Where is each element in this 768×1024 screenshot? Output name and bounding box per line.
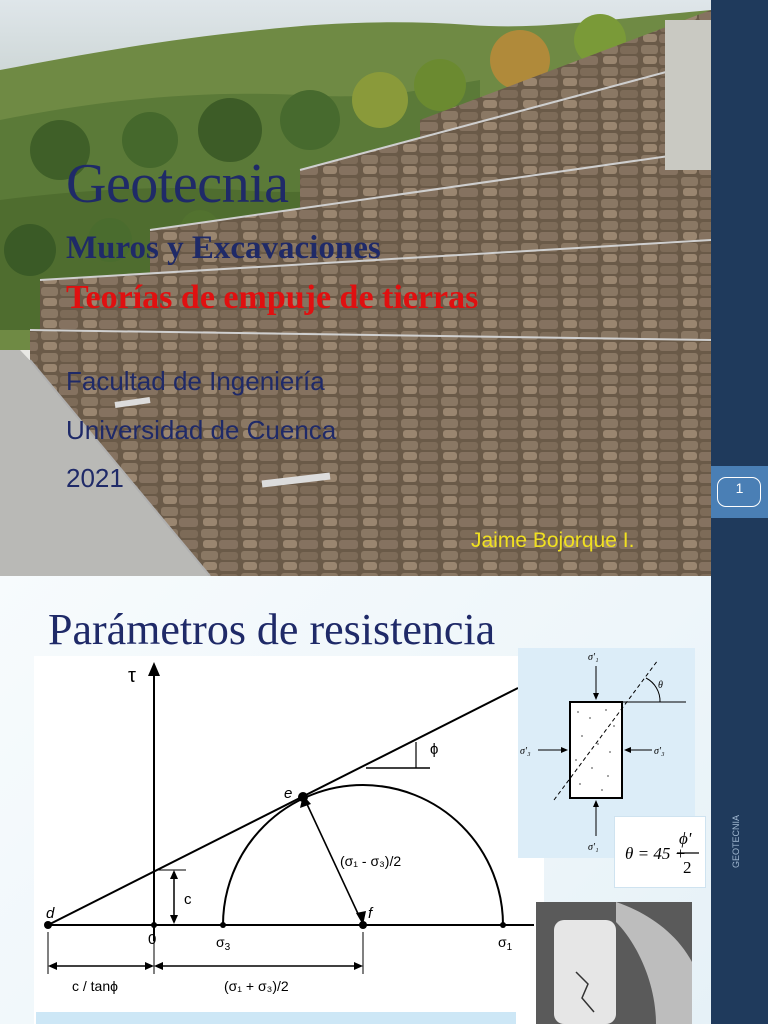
center-arrow-right	[354, 962, 363, 970]
point-d	[44, 921, 52, 929]
c-arrow-top	[170, 870, 178, 879]
center-arrow-left	[154, 962, 163, 970]
center-point-f	[359, 921, 367, 929]
formula-svg	[615, 817, 705, 887]
sigma3-right-head	[624, 747, 631, 753]
failed-specimen-photo	[536, 902, 692, 1024]
page-number: 1	[735, 480, 744, 496]
sigma3-right-label: σ'₃	[654, 746, 665, 757]
slide-topic: Teorías de empuje de tierras	[66, 279, 479, 316]
c-tan-arrow-right	[145, 962, 154, 970]
sigma3-left-head	[561, 747, 568, 753]
point-d-label: d	[46, 905, 55, 922]
formula-numerator: ϕ'	[679, 829, 692, 848]
c-arrow-bottom	[170, 915, 178, 924]
c-tan-label: c / tanϕ	[72, 978, 118, 994]
sigma1-point	[500, 922, 506, 928]
soil-specimen	[570, 702, 622, 798]
resistance-parameters-slide	[0, 576, 711, 1024]
year-text: 2021	[66, 463, 124, 493]
sigma1-label: $\sigma_1$	[498, 934, 513, 953]
point-f-label: f	[368, 905, 373, 922]
page-number-badge	[711, 466, 768, 518]
mohr-circle-diagram	[34, 656, 544, 1024]
author-text: Jaime Bojorque I.	[471, 529, 635, 552]
theta-label: θ	[658, 680, 663, 691]
origin-label: 0	[148, 931, 157, 948]
sigma1-bottom-head	[593, 800, 599, 807]
sidebar-watermark: GEOTECNIA	[731, 814, 741, 868]
slide-title: Geotecnia	[66, 153, 289, 215]
origin-point	[151, 922, 157, 928]
phi-label: ϕ	[430, 741, 439, 758]
sigma1-bottom-label: σ'₁	[588, 842, 599, 853]
sigma3-label: $\sigma_3$	[216, 934, 231, 953]
formula-lhs: θ = 45 +	[625, 844, 687, 863]
slide-subtitle: Muros y Excavaciones	[66, 230, 381, 266]
tau-arrowhead	[148, 662, 160, 676]
sigma1-top-label: σ'₁	[588, 652, 599, 663]
university-text: Universidad de Cuenca	[66, 415, 337, 445]
faculty-text: Facultad de Ingeniería	[66, 366, 325, 396]
slide2-title: Parámetros de resistencia	[48, 605, 496, 654]
center-label: (σ₁ + σ₃)/2	[224, 978, 289, 994]
formula-denominator: 2	[683, 858, 692, 877]
sigma1-top-head	[593, 693, 599, 700]
point-e-label: e	[284, 785, 293, 802]
sigma3-point	[220, 922, 226, 928]
photo-svg	[536, 902, 692, 1024]
bottom-highlight-bar	[36, 1012, 516, 1024]
c-tan-arrow-left	[48, 962, 57, 970]
theta-formula	[614, 816, 706, 888]
sigma3-left-label: σ'₃	[520, 746, 531, 757]
tau-label: τ	[128, 665, 136, 687]
c-label: c	[184, 891, 192, 908]
radius-label: (σ₁ - σ₃)/2	[340, 853, 402, 869]
mohr-diagram-svg	[34, 656, 544, 1024]
failure-envelope	[48, 688, 518, 925]
